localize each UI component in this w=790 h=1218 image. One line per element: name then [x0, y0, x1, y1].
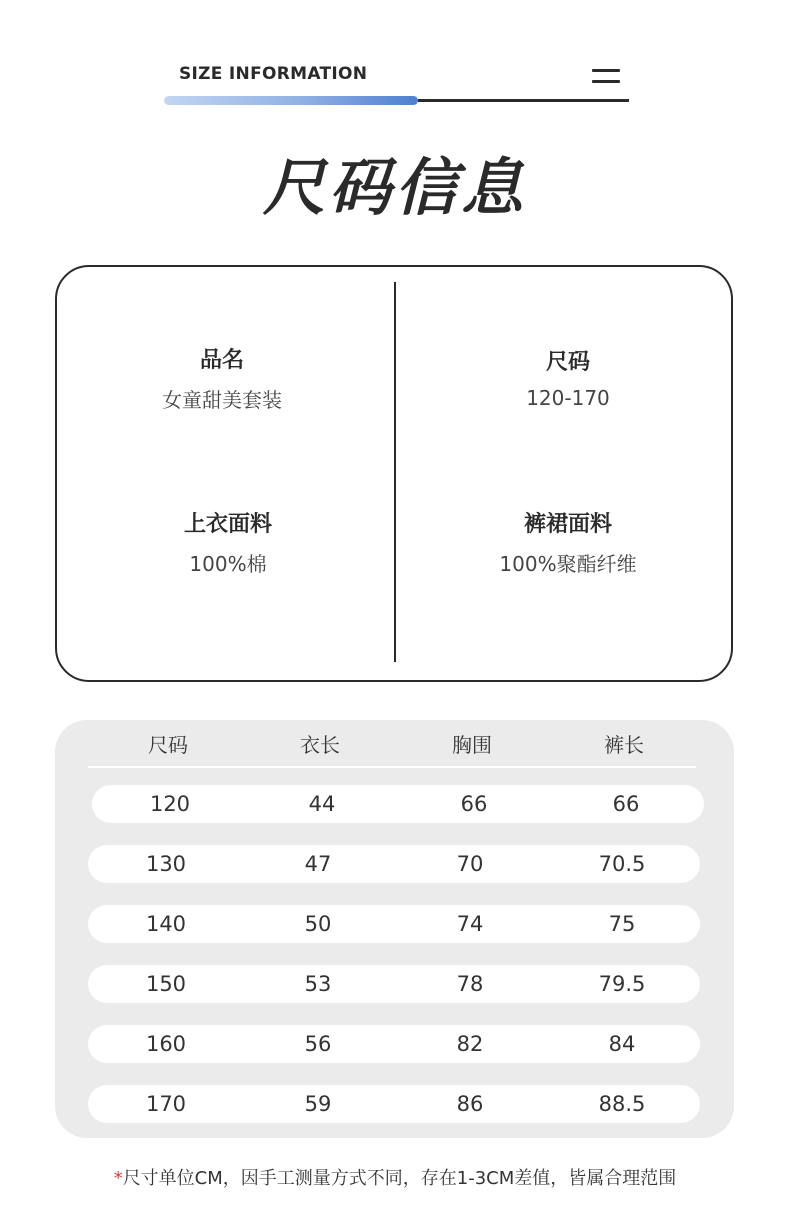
info-card-divider — [394, 282, 396, 662]
table-cell: 66 — [612, 792, 640, 816]
header-label: SIZE INFORMATION — [179, 64, 368, 84]
table-cell: 75 — [608, 912, 636, 936]
table-cell: 66 — [460, 792, 488, 816]
table-row — [88, 1025, 700, 1063]
info-top-fabric — [78, 507, 378, 577]
table-row — [92, 785, 704, 823]
header-cell-size: 尺码 — [148, 733, 188, 757]
table-cell: 170 — [145, 1092, 187, 1116]
header-accent-bar — [164, 96, 418, 105]
info-product-name — [72, 343, 372, 413]
size-table-header — [90, 728, 698, 762]
info-size-label: 尺码 — [545, 350, 590, 375]
table-cell: 140 — [145, 912, 187, 936]
table-cell: 79.5 — [598, 972, 646, 996]
info-bottom-fabric-label: 裤裙面料 — [523, 512, 612, 537]
table-cell: 160 — [145, 1032, 187, 1056]
note-text: 尺寸单位CM，因手工测量方式不同，存在1-3CM差值，皆属合理范围 — [122, 1168, 677, 1189]
page-title: 尺码信息 — [262, 151, 527, 224]
table-cell: 70 — [456, 852, 484, 876]
info-bottom-fabric — [418, 507, 718, 577]
table-cell: 47 — [304, 852, 332, 876]
table-cell: 44 — [308, 792, 336, 816]
table-cell: 82 — [456, 1032, 484, 1056]
table-row — [88, 1085, 700, 1123]
header-cell-pants-length: 裤长 — [604, 733, 644, 757]
table-cell: 59 — [304, 1092, 332, 1116]
table-cell: 86 — [456, 1092, 484, 1116]
measurement-note — [0, 1164, 790, 1190]
table-cell: 78 — [456, 972, 484, 996]
header-divider — [418, 99, 629, 102]
table-row — [88, 965, 700, 1003]
table-cell: 70.5 — [598, 852, 646, 876]
menu-icon-line — [592, 80, 620, 83]
header-cell-chest: 胸围 — [452, 733, 492, 757]
header-cell-top-length: 衣长 — [300, 733, 340, 757]
menu-icon-line — [592, 69, 620, 72]
table-header-divider — [88, 766, 696, 768]
menu-icon[interactable] — [592, 69, 620, 83]
table-cell: 130 — [145, 852, 187, 876]
info-top-fabric-label: 上衣面料 — [183, 512, 272, 537]
info-bottom-fabric-value: 100%聚酯纤维 — [499, 552, 637, 576]
table-cell: 88.5 — [598, 1092, 646, 1116]
info-product-name-value: 女童甜美套装 — [162, 388, 282, 412]
info-product-name-label: 品名 — [199, 348, 244, 373]
info-top-fabric-value: 100%棉 — [189, 552, 267, 576]
info-size-value: 120-170 — [526, 386, 610, 410]
info-size — [418, 345, 718, 410]
note-asterisk: * — [113, 1168, 123, 1189]
table-cell: 56 — [304, 1032, 332, 1056]
table-cell: 74 — [456, 912, 484, 936]
table-cell: 120 — [149, 792, 191, 816]
table-cell: 50 — [304, 912, 332, 936]
table-row — [88, 905, 700, 943]
table-row — [88, 845, 700, 883]
table-cell: 53 — [304, 972, 332, 996]
table-cell: 84 — [608, 1032, 636, 1056]
table-cell: 150 — [145, 972, 187, 996]
